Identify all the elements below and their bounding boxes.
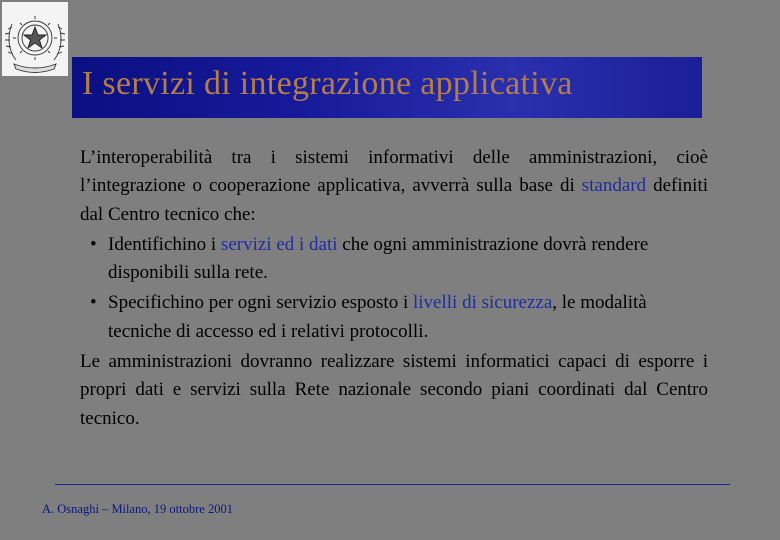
bullet-marker: • (90, 233, 97, 255)
bullet-item-1 (80, 231, 708, 288)
slide-title: I servizi di integrazione applicativa (82, 65, 573, 102)
bullet-marker: • (90, 292, 97, 314)
intro-text-end: definiti dal Centro tecnico che: (80, 175, 708, 225)
closing-paragraph: Le amministrazioni dovranno realizzare sistemi informatici capaci di esporre i propri dati e servizi sulla Rete nazionale secondo piani coordinati dal Centro tecnico. (80, 351, 708, 429)
standard-highlight: standard (581, 175, 647, 197)
bullet-1-text: Identifichino i (108, 233, 221, 255)
footer-divider (55, 484, 730, 485)
footer-credit: A. Osnaghi – Milano, 19 ottobre 2001 (42, 502, 233, 516)
slide-body (80, 144, 708, 433)
title-bar (72, 57, 702, 118)
intro-text: L’interoperabilità tra i sistemi informativi delle amministrazioni, cioè l’integrazione o cooperazione applicativa, avverrà sulla base di (80, 147, 708, 197)
bullet-item-2 (80, 289, 708, 346)
servizi-dati-highlight: servizi ed i dati (220, 233, 338, 255)
bullet-1-text-end: che ogni amministrazione dovrà rendere disponibili sulla rete. (108, 233, 649, 284)
italian-republic-emblem-icon (2, 2, 68, 76)
sicurezza-highlight: livelli di sicurezza (413, 292, 553, 314)
intro-paragraph (80, 144, 708, 229)
bullet-2-text: Specifichino per ogni servizio esposto i (108, 292, 413, 314)
bullet-2-text-end: , le modalità tecniche di accesso ed i relativi protocolli. (108, 292, 647, 342)
